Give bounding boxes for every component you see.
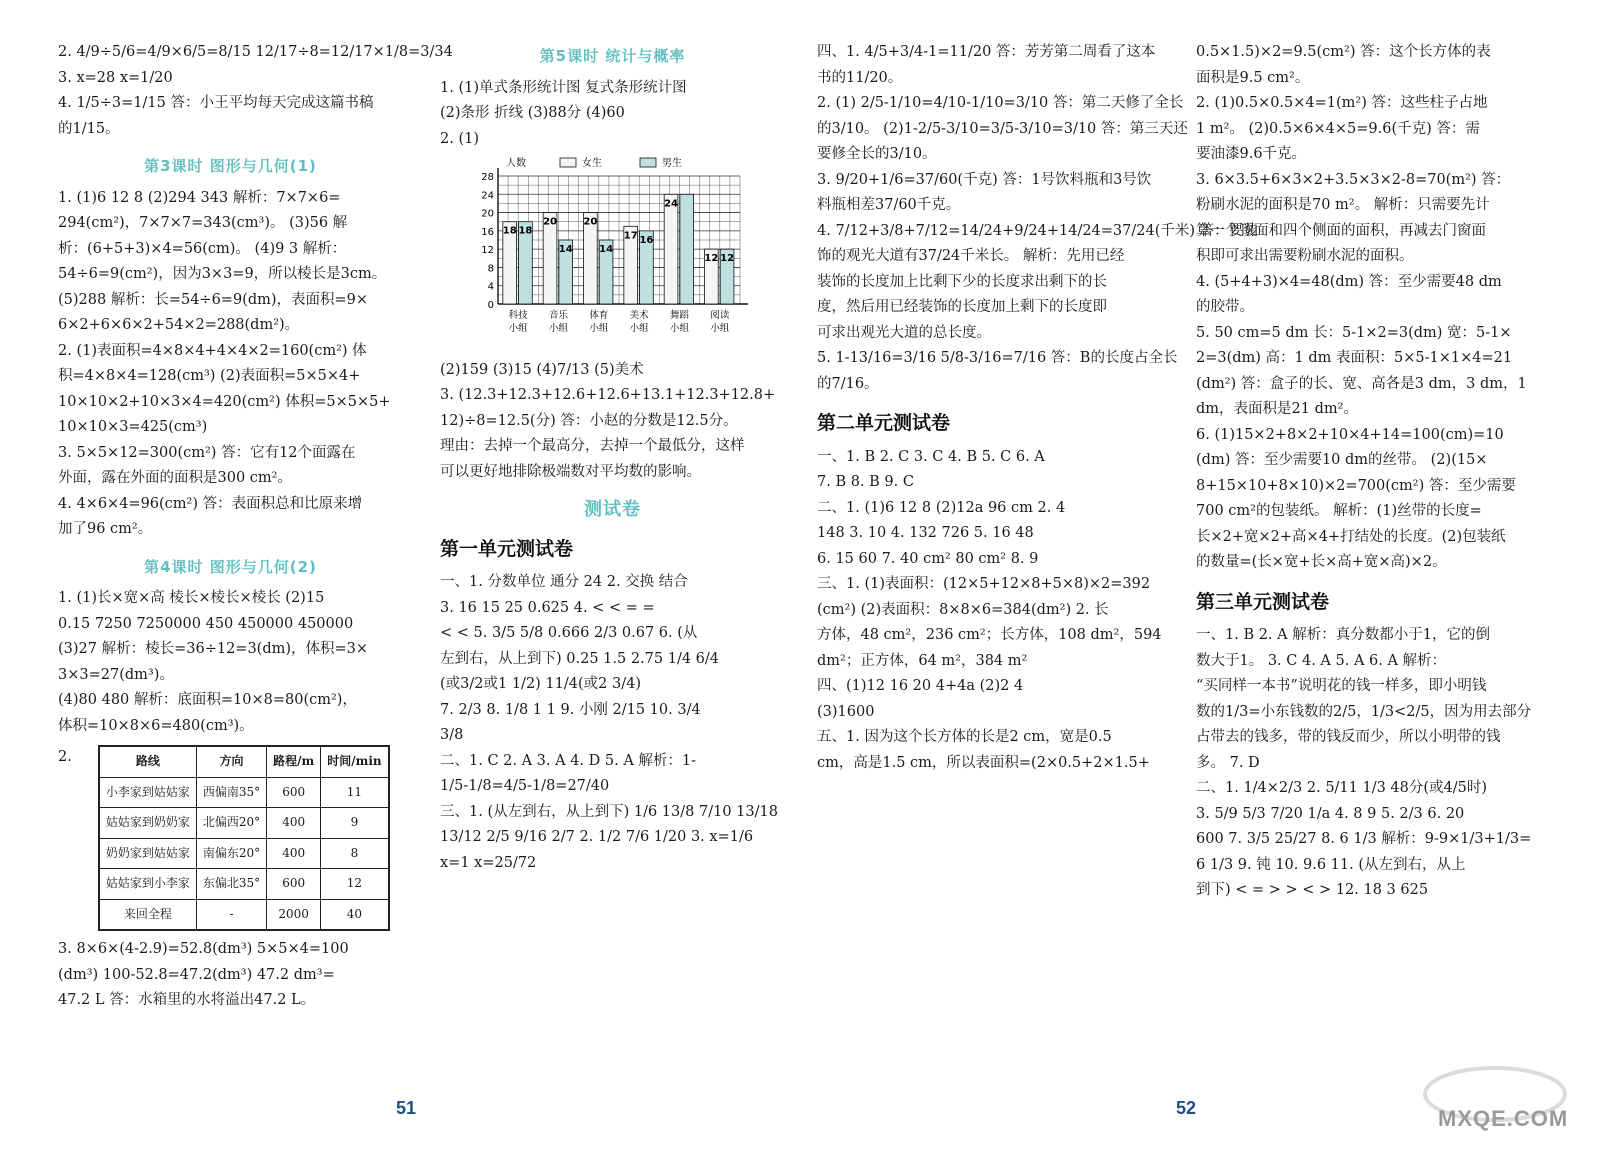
bar	[680, 194, 694, 304]
answer-line: 4. 4×6×4=96(cm²) 答：表面积总和比原来增	[58, 495, 363, 512]
answer-line: 长×2+宽×2+高×4+打结处的长度。(2)包装纸	[1196, 528, 1506, 545]
column-4	[1196, 40, 1541, 904]
answer-line: 3. (12.3+12.3+12.6+12.6+13.1+12.3+12.8+	[440, 387, 776, 403]
answer-line: 二、1. 1/4×2/3 2. 5/11 1/3 48分(或4/5时)	[1196, 780, 1488, 796]
answer-line: 8+15×10+8×10)×2=700(cm²) 答：至少需要	[1196, 477, 1516, 494]
answer-block	[58, 586, 403, 739]
table-row	[99, 808, 389, 839]
table-header-cell: 时间/min	[321, 746, 389, 777]
route-table-block	[58, 739, 403, 937]
answer-line: 4. (5+4+3)×4=48(dm) 答：至少需要48 dm	[1196, 273, 1502, 290]
table-cell: 11	[321, 777, 389, 808]
answer-line: 7. 2/3 8. 1/8 1 1 9. 小刚 2/15 10. 3/4	[440, 701, 701, 718]
answer-line: 148 3. 10 4. 132 726 5. 16 48	[817, 525, 1034, 541]
answer-line: 3/8	[440, 727, 464, 743]
answer-line: 二、1. C 2. A 3. A 4. D 5. A 解析：1-	[440, 752, 697, 769]
answer-block	[1196, 623, 1541, 904]
answer-line: 3×3=27(dm³)。	[58, 666, 174, 683]
answer-line: 3. 5/9 5/3 7/20 1/a 4. 8 9 5. 2/3 6. 20	[1196, 805, 1465, 822]
answer-line: 2. (1)	[440, 130, 479, 147]
answer-line: dm，表面积是21 dm²。	[1196, 401, 1358, 417]
answer-line: 四、(1)12 16 20 4+4a (2)2 4	[817, 678, 1024, 694]
table-cell: 姑姑家到奶奶家	[99, 808, 197, 839]
y-tick-label: 4	[487, 281, 494, 293]
answer-line: 可求出观光大道的总长度。	[817, 324, 991, 341]
answer-line: 4. 1/5÷3=1/15 答：小王平均每天完成这篇书稿	[58, 95, 374, 111]
answer-line: 2. (1) 2/5-1/10=4/10-1/10=3/10 答：第二天修了全长	[817, 95, 1184, 111]
x-tick-label: 小组	[710, 323, 730, 334]
bar-value-label: 14	[599, 244, 614, 255]
answer-block	[440, 76, 785, 153]
table-cell: 600	[267, 869, 321, 900]
answer-line: (2)条形 折线 (3)88分 (4)60	[440, 105, 625, 121]
answer-line: 一、1. B 2. C 3. C 4. B 5. C 6. A	[817, 448, 1045, 465]
answer-line: 的数量=(长×宽+长×高+宽×高)×2。	[1196, 554, 1447, 570]
table-header-cell: 路线	[99, 746, 197, 777]
page-number-right: 52	[1176, 1098, 1197, 1118]
bar-value-label: 20	[543, 216, 557, 228]
answer-line: 饰的观光大道有37/24千米长。 解析：先用已经	[817, 248, 1125, 264]
answer-line: 0.15 7250 7250000 450 450000 450000	[58, 615, 354, 632]
answer-line: 1 m²。 (2)0.5×6×4×5=9.6(千克) 答：需	[1196, 120, 1480, 137]
table-cell: 400	[267, 808, 321, 839]
answer-line: (4)80 480 解析：底面积=10×8=80(cm²)，	[58, 692, 357, 708]
answer-line: 12)÷8=12.5(分) 答：小赵的分数是12.5分。	[440, 412, 738, 429]
bar	[664, 194, 678, 304]
bar-value-label: 18	[502, 225, 517, 237]
answer-line: (5)288 解析：长=54÷6=9(dm)，表面积=9×	[58, 291, 369, 308]
answer-line: (3)1600	[817, 703, 875, 720]
answer-line: 装饰的长度加上比剩下少的长度求出剩下的长	[817, 273, 1107, 290]
answer-line: 可以更好地排除极端数对平均数的影响。	[440, 463, 701, 480]
answer-line: 54÷6=9(cm²)，因为3×3=9，所以棱长是3cm。	[58, 266, 387, 282]
bar-value-label: 16	[639, 234, 654, 246]
table-header-cell: 方向	[196, 746, 266, 777]
y-tick-label: 16	[481, 226, 494, 238]
answer-line: 一、1. B 2. A 解析：真分数都小于1，它的倒	[1196, 627, 1490, 643]
x-tick-label: 小组	[508, 323, 528, 334]
answer-block	[58, 40, 453, 142]
answer-line: 面积是9.5 cm²。	[1196, 69, 1310, 86]
answer-line: 要修全长的3/10。	[817, 146, 937, 162]
answer-line: 6×2+6×6×2+54×2=288(dm²)。	[58, 317, 300, 333]
answer-line: 数大于1。 3. C 4. A 5. A 6. A 解析：	[1196, 652, 1447, 669]
legend-label: 男生	[662, 158, 682, 169]
table-cell: -	[196, 899, 266, 930]
answer-line: (dm³) 100-52.8=47.2(dm³) 47.2 dm³=	[58, 966, 335, 983]
answer-line: cm，高是1.5 cm，所以表面积=(2×0.5+2×1.5+	[817, 754, 1150, 771]
answer-line: 294(cm²)，7×7×7=343(cm³)。 (3)56 解	[58, 215, 348, 231]
answer-line: 1. (1)单式条形统计图 复式条形统计图	[440, 79, 687, 96]
table-cell: 南偏东20°	[196, 838, 266, 869]
answer-block	[817, 445, 1162, 777]
bar-value-label: 14	[558, 244, 573, 255]
answer-line: 到下) < = > > < > 12. 18 3 625	[1196, 882, 1429, 898]
answer-line: 要油漆9.6千克。	[1196, 146, 1307, 162]
answer-line: 5. 50 cm=5 dm 长：5-1×2=3(dm) 宽：5-1×	[1196, 324, 1512, 341]
answer-line: 数的1/3=小东钱数的2/5，1/3<2/5，因为用去部分	[1196, 703, 1532, 720]
answer-line: 7. B 8. B 9. C	[817, 474, 914, 490]
x-tick-label: 小组	[548, 323, 569, 334]
answer-line: 10×10×2+10×3×4=420(cm²) 体积=5×5×5+	[58, 393, 391, 410]
answer-line: (或3/2或1 1/2) 11/4(或2 3/4)	[440, 676, 641, 692]
answer-line: 3. x=28 x=1/20	[58, 69, 173, 86]
section-title: 第4课时 图形与几何(2)	[144, 557, 317, 576]
answer-line: 5. 1-13/16=3/16 5/8-3/16=7/16 答：B的长度占全长	[817, 350, 1178, 366]
answer-line: 1. (1)长×宽×高 棱长×棱长×棱长 (2)15	[58, 590, 325, 606]
answer-line: 多。 7. D	[1196, 754, 1260, 771]
answer-line: 三、1. (1)表面积：(12×5+12×8+5×8)×2=392	[817, 576, 1151, 592]
answer-line: 6. 15 60 7. 40 cm² 80 cm² 8. 9	[817, 550, 1039, 567]
answer-line: 的1/15。	[58, 120, 120, 137]
answer-line: 算一个顶面和四个侧面的面积，再减去门窗面	[1196, 222, 1486, 239]
unit-title: 第二单元测试卷	[817, 412, 951, 434]
answer-line: 粉刷水泥的面积是70 m²。 解析：只需要先计	[1196, 197, 1490, 213]
page-number-left: 51	[396, 1098, 417, 1118]
x-tick-label: 小组	[629, 323, 649, 334]
answer-line: 书的11/20。	[817, 69, 903, 86]
table-cell: 来回全程	[99, 899, 197, 930]
answer-line: 三、1. (从左到右，从上到下) 1/6 13/8 7/10 13/18	[440, 803, 778, 820]
answer-line: 料瓶相差37/60千克。	[817, 197, 961, 213]
table-cell: 12	[321, 869, 389, 900]
table-row	[99, 838, 389, 869]
x-tick-label: 小组	[589, 323, 609, 334]
answer-line: x=1 x=25/72	[440, 854, 537, 871]
answer-line: 的胶带。	[1196, 299, 1254, 315]
answer-line: (dm²) 答：盒子的长、宽、高各是3 dm，3 dm，1	[1196, 375, 1527, 392]
answer-line: 3. 8×6×(4-2.9)=52.8(dm³) 5×5×4=100	[58, 941, 349, 957]
answer-line: (dm) 答：至少需要10 dm的丝带。 (2)(15×	[1196, 452, 1488, 468]
bar-value-label: 17	[623, 230, 638, 242]
table-row	[99, 777, 389, 808]
bar-value-label: 12	[704, 253, 719, 265]
answer-block	[1196, 40, 1541, 576]
unit-title: 第三单元测试卷	[1196, 590, 1330, 613]
column-1	[58, 40, 453, 1014]
answer-line: 的7/16。	[817, 375, 879, 392]
legend-swatch	[560, 158, 576, 167]
y-tick-label: 12	[481, 245, 494, 257]
answer-line: 积即可求出需要粉刷水泥的面积。	[1196, 248, 1414, 264]
answer-line: 3. 6×3.5+6×3×2+3.5×3×2-8=70(m²) 答：	[1196, 171, 1511, 188]
bar-value-label: 20	[583, 216, 598, 228]
answer-line: 左到右，从上到下) 0.25 1.5 2.75 1/4 6/4	[440, 650, 720, 667]
y-tick-label: 20	[481, 208, 494, 220]
legend-label: 女生	[582, 158, 602, 169]
answer-line: (3)27 解析：棱长=36÷12=3(dm)，体积=3×	[58, 641, 369, 657]
x-tick-label: 音乐	[548, 310, 569, 321]
answer-block	[440, 358, 785, 486]
watermark-text: MXQE.COM	[1438, 1106, 1569, 1131]
section-title: 第3课时 图形与几何(1)	[144, 157, 317, 175]
question-number: 2.	[58, 749, 72, 765]
answer-line: < < 5. 3/5 5/8 0.666 2/3 0.67 6. (从	[440, 625, 698, 641]
table-row	[99, 899, 389, 930]
table-cell: 8	[321, 838, 389, 869]
table-cell: 9	[321, 808, 389, 839]
answer-line: 理由：去掉一个最高分，去掉一个最低分，这样	[440, 438, 745, 454]
answer-line: 1. (1)6 12 8 (2)294 343 解析：7×7×6=	[58, 189, 341, 206]
answer-line: 度，然后用已经装饰的长度加上剩下的长度即	[817, 299, 1107, 315]
table-row	[99, 869, 389, 900]
answer-line: 3. 5×5×12=300(cm²) 答：它有12个面露在	[58, 444, 356, 461]
answer-line: “买同样一本书”说明花的钱一样多，即小明钱	[1196, 678, 1487, 694]
y-tick-label: 24	[481, 190, 494, 202]
bar-chart	[440, 154, 785, 354]
answer-line: 10×10×3=425(cm³)	[58, 419, 208, 435]
route-table	[98, 745, 390, 931]
bar-value-label: 12	[720, 253, 735, 265]
answer-line: 五、1. 因为这个长方体的长是2 cm，宽是0.5	[817, 729, 1112, 745]
answer-line: 四、1. 4/5+3/4-1=11/20 答：芳芳第二周看了这本	[817, 44, 1156, 60]
answer-line: 600 7. 3/5 25/27 8. 6 1/3 解析：9-9×1/3+1/3=	[1196, 831, 1532, 847]
answer-line: 方体，48 cm²，236 cm²；长方体，108 dm²，594	[817, 627, 1162, 643]
answer-line: (cm²) (2)表面积：8×8×6=384(dm²) 2. 长	[817, 601, 1109, 618]
answer-block	[58, 186, 403, 543]
table-cell: 40	[321, 899, 389, 930]
column-2	[440, 40, 785, 876]
y-tick-label: 8	[487, 263, 494, 275]
table-cell: 奶奶家到姑姑家	[99, 838, 197, 869]
answer-line: 加了96 cm²。	[58, 521, 153, 537]
answer-line: 2. (1)0.5×0.5×4=1(m²) 答：这些柱子占地	[1196, 95, 1488, 111]
answer-line: 4. 7/12+3/8+7/12=14/24+9/24+14/24=37/24(千米) 答：要装	[817, 222, 1258, 239]
answer-block	[440, 570, 785, 876]
unit-title: 第一单元测试卷	[440, 537, 574, 560]
y-axis-label: 人数	[506, 158, 526, 169]
x-tick-label: 科技	[508, 310, 528, 321]
answer-line: 体积=10×8×6=480(cm³)。	[58, 717, 254, 734]
answer-line: 积=4×8×4=128(cm³) (2)表面积=5×5×4+	[58, 368, 361, 384]
answer-line: 13/12 2/5 9/16 2/7 2. 1/2 7/6 1/20 3. x=1/6	[440, 829, 754, 845]
answer-line: 的3/10。 (2)1-2/5-3/10=3/5-3/10=3/10 答：第三天还	[817, 120, 1188, 137]
x-tick-label: 美术	[629, 310, 649, 321]
answer-line: 析：(6+5+3)×4=56(cm)。 (4)9 3 解析：	[58, 240, 347, 257]
answer-block	[58, 937, 403, 1014]
answer-line: (2)159 (3)15 (4)7/13 (5)美术	[440, 361, 644, 378]
answer-line: 47.2 L 答：水箱里的水将溢出47.2 L。	[58, 992, 316, 1008]
x-tick-label: 小组	[669, 323, 690, 334]
answer-line: 700 cm²的包装纸。 解析：(1)丝带的长度=	[1196, 503, 1482, 519]
table-cell: 2000	[267, 899, 321, 930]
bar-value-label: 18	[518, 225, 533, 237]
answer-line: dm²；正方体，64 m²，384 m²	[817, 652, 1028, 669]
y-tick-label: 0	[487, 300, 494, 311]
answer-line: 6. (1)15×2+8×2+10×4+14=100(cm)=10	[1196, 426, 1504, 443]
table-cell: 姑姑家到小李家	[99, 869, 197, 900]
section-title: 第5课时 统计与概率	[539, 47, 686, 65]
table-cell: 北偏西20°	[196, 808, 266, 839]
table-header-cell: 路程/m	[267, 746, 321, 777]
answer-line: 一、1. 分数单位 通分 24 2. 交换 结合	[440, 574, 688, 590]
answer-line: 3. 9/20+1/6=37/60(千克) 答：1号饮料瓶和3号饮	[817, 171, 1152, 188]
answer-line: 2. 4/9÷5/6=4/9×6/5=8/15 12/17÷8=12/17×1/8=3/34	[58, 44, 453, 60]
y-tick-label: 28	[481, 172, 494, 183]
table-cell: 400	[267, 838, 321, 869]
table-header-row	[99, 746, 389, 777]
answer-line: 占带去的钱多，带的钱反而少，所以小明带的钱	[1196, 729, 1501, 745]
test-title: 测试卷	[584, 499, 641, 520]
x-tick-label: 体育	[589, 310, 609, 321]
answer-line: 2=3(dm) 高：1 dm 表面积：5×5-1×1×4=21	[1196, 350, 1513, 366]
answer-line: 6 1/3 9. 钝 10. 9.6 11. (从左到右，从上	[1196, 856, 1466, 873]
answer-line: 2. (1)表面积=4×8×4+4×4×2=160(cm²) 体	[58, 342, 367, 359]
legend-swatch	[640, 158, 656, 167]
answer-line: 二、1. (1)6 12 8 (2)12a 96 cm 2. 4	[817, 499, 1066, 516]
bar-chart-svg	[440, 154, 770, 344]
table-cell: 西偏南35°	[196, 777, 266, 808]
table-cell: 600	[267, 777, 321, 808]
x-tick-label: 阅读	[710, 310, 730, 321]
x-tick-label: 舞蹈	[669, 310, 690, 321]
answer-line: 0.5×1.5)×2=9.5(cm²) 答：这个长方体的表	[1196, 44, 1491, 60]
answer-line: 3. 16 15 25 0.625 4. < < = =	[440, 599, 655, 616]
answer-line: 外面，露在外面的面积是300 cm²。	[58, 470, 292, 486]
table-cell: 小李家到姑姑家	[99, 777, 197, 808]
bar-value-label: 24	[664, 198, 678, 210]
answer-line: 1/5-1/8=4/5-1/8=27/40	[440, 778, 610, 794]
table-cell: 东偏北35°	[196, 869, 266, 900]
